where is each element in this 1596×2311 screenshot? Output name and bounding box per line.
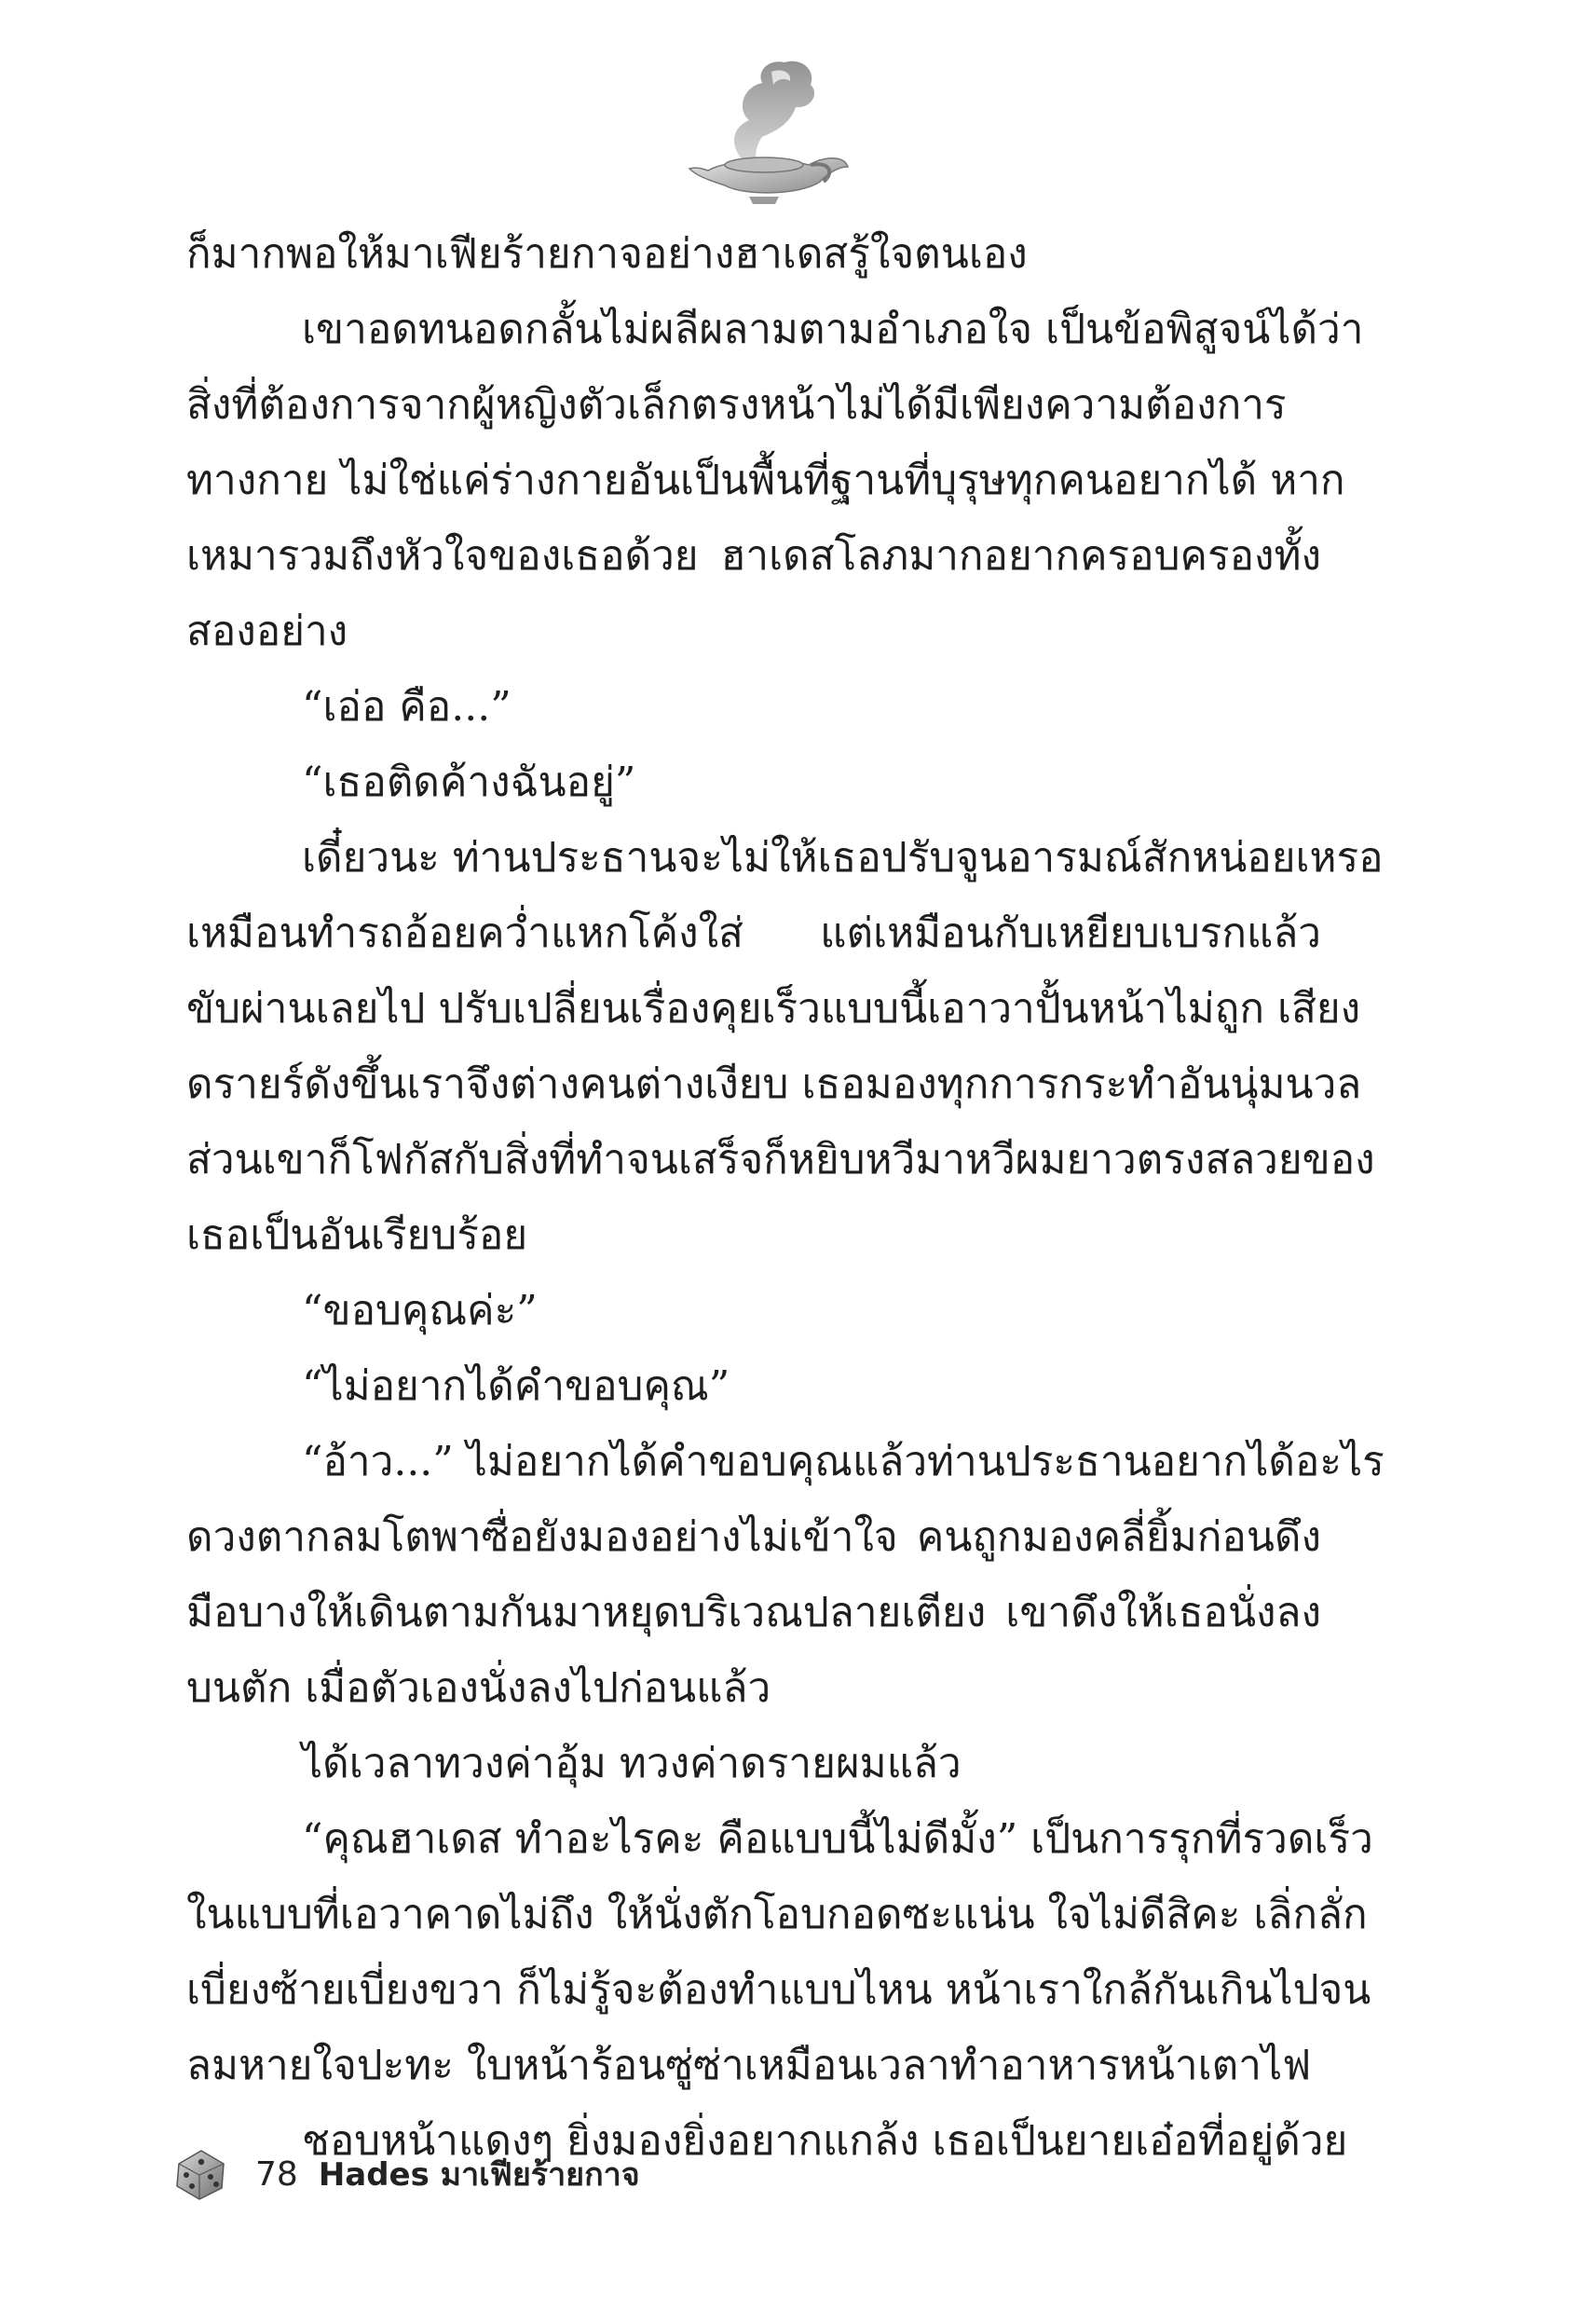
text-line: เขาอดทนอดกลั้นไม่ผลีผลามตามอำเภอใจ เป็นข้อพิสูจน์ได้ว่า	[302, 306, 1364, 353]
running-title: Hades มาเฟียร้ายกาจ	[318, 2156, 640, 2194]
text-line: “เธอติดค้างฉันอยู่”	[302, 759, 636, 806]
text-line: ลมหายใจปะทะ ใบหน้าร้อนซู่ซ่าเหมือนเวลาทำอาหารหน้าเตาไฟ	[186, 2042, 1312, 2089]
paragraph	[186, 745, 1321, 820]
page-footer	[170, 2141, 640, 2207]
paragraph	[186, 820, 1384, 1273]
text-line: “เอ่อ คือ...”	[302, 683, 512, 731]
text-line: เดี๋ยวนะ ท่านประธานจะไม่ให้เธอปรับจูนอารมณ์สักหน่อยเหรอ	[302, 834, 1384, 882]
genie-lamp-icon	[671, 51, 857, 210]
text-line: “ขอบคุณค่ะ”	[302, 1287, 538, 1334]
dice-icon	[170, 2143, 231, 2205]
paragraph	[186, 1348, 1321, 1424]
paragraph	[186, 1801, 1373, 2103]
paragraph	[186, 216, 1321, 292]
text-line: เธอเป็นอันเรียบร้อย	[186, 1211, 528, 1259]
text-line: เหมือนทำรถอ้อยคว่ำแหกโค้งใส่ แต่เหมือนกับเหยียบเบรกแล้ว	[186, 909, 1321, 957]
text-line: มือบางให้เดินตามกันมาหยุดบริเวณปลายเตียง เขาดึงให้เธอนั่งลง	[186, 1589, 1321, 1636]
text-line: เบี่ยงซ้ายเบี่ยงขวา ก็ไม่รู้จะต้องทำแบบไหน หน้าเราใกล้กันเกินไปจน	[186, 1966, 1371, 2014]
text-line: ดรายร์ดังขึ้นเราจึงต่างคนต่างเงียบ เธอมองทุกการกระทำอันนุ่มนวล	[186, 1060, 1362, 1108]
paragraph	[186, 1726, 1321, 1801]
text-line: “ไม่อยากได้คำขอบคุณ”	[302, 1362, 730, 1410]
text-line: ส่วนเขาก็โฟกัสกับสิ่งที่ทำจนเสร็จก็หยิบหวีมาหวีผมยาวตรงสลวยของ	[186, 1136, 1375, 1183]
text-line: ชอบหน้าแดงๆ ยิ่งมองยิ่งอยากแกล้ง เธอเป็นยายเอ๋อที่อยู่ด้วย	[302, 2117, 1348, 2165]
text-line: บนตัก เมื่อตัวเองนั่งลงไปก่อนแล้ว	[186, 1664, 771, 1712]
text-line: ก็มากพอให้มาเฟียร้ายกาจอย่างฮาเดสรู้ใจตนเอง	[186, 230, 1028, 278]
text-line: สองอย่าง	[186, 608, 348, 655]
text-line: ได้เวลาทวงค่าอุ้ม ทวงค่าดรายผมแล้ว	[302, 1740, 962, 1787]
text-line: ดวงตากลมโตพาซื่อยังมองอย่างไม่เข้าใจ คนถูกมองคลี่ยิ้มก่อนดึง	[186, 1513, 1321, 1561]
text-line: “อ้าว...” ไม่อยากได้คำขอบคุณแล้วท่านประธานอยากได้อะไร	[302, 1438, 1385, 1485]
paragraph	[186, 1424, 1385, 1726]
page-number: 78	[255, 2154, 298, 2194]
text-line: ในแบบที่เอวาคาดไม่ถึง ให้นั่งตักโอบกอดซะแน่น ใจไม่ดีสิคะ เลิ่กลั่ก	[186, 1891, 1368, 1938]
body-text	[186, 216, 1385, 2179]
text-line: “คุณฮาเดส ทำอะไรคะ คือแบบนี้ไม่ดีมั้ง” เป็นการรุกที่รวดเร็ว	[302, 1815, 1373, 1863]
text-line: ขับผ่านเลยไป ปรับเปลี่ยนเรื่องคุยเร็วแบบนี้เอาวาปั้นหน้าไม่ถูก เสียง	[186, 985, 1361, 1032]
text-line: เหมารวมถึงหัวใจของเธอด้วย ฮาเดสโลภมากอยากครอบครองทั้ง	[186, 532, 1321, 580]
paragraph	[186, 1273, 1321, 1348]
paragraph	[186, 669, 1321, 745]
text-line: สิ่งที่ต้องการจากผู้หญิงตัวเล็กตรงหน้าไม่ได้มีเพียงความต้องการ	[186, 381, 1287, 429]
paragraph	[186, 292, 1364, 669]
text-line: ทางกาย ไม่ใช่แค่ร่างกายอันเป็นพื้นที่ฐานที่บุรุษทุกคนอยากได้ หาก	[186, 457, 1345, 504]
